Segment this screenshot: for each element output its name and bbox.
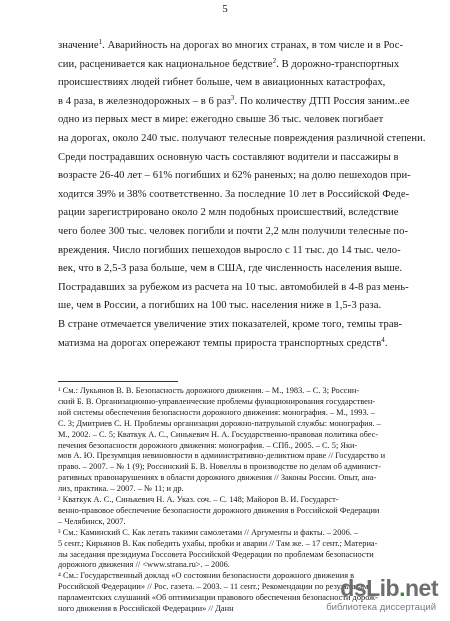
- body-line-text-rest: . Аварийность на дорогах во многих странах, в том числе и в Рос-: [102, 40, 404, 51]
- footnote-line: лы заседания президиума Госсовета Российской Федерации по проблемам безопасности: [58, 549, 374, 559]
- footnote-line: ¹ См.: Лукьянов В. В. Безопасность дорожного движения. – М., 1983. – С. 3; Россин-: [58, 386, 360, 395]
- body-line-text: вреждения. Число погибших пешеходов выросло с 11 тыс. до 14 тыс. чело-: [58, 244, 401, 256]
- body-line-text: сии, расценивается как национальное бедствие: [58, 58, 273, 70]
- footnote-line: ной системы обеспечения безопасности дорожного движения: монография. – М., 1993. –: [58, 407, 376, 417]
- body-line: [58, 114, 392, 126]
- body-line: [58, 226, 409, 238]
- watermark-logo-dot: .: [399, 575, 405, 601]
- body-line-text: одно из первых мест в мире: ежегодно свыше 36 тыс. человек погибает: [58, 114, 384, 126]
- footnote-line: венно-правовое обеспечение безопасности дорожного движения в Российской Федерации: [58, 505, 380, 515]
- body-line: [58, 244, 401, 257]
- body-line-text: матизма на дорогах опережают темпы прироста транспортных средств: [58, 337, 382, 349]
- footnote-line: право. – 2007. – № 1 (9); Россинский Б. В. Новеллы в производстве по делам об админист-: [58, 462, 381, 472]
- footnote-line: С. 3; Дмитриев С. Н. Проблемы организации дорожно-патрульной службы: монография. –: [58, 418, 381, 428]
- body-line: [58, 335, 392, 350]
- body-line: [58, 151, 399, 164]
- body-line: [58, 188, 410, 201]
- body-line-text-rest: . В дорожно-транспортных: [276, 58, 400, 70]
- body-line: [58, 207, 399, 219]
- footnote-line: печения безопасности дорожного движения: монография. – СПб., 2005. – С. 5; Яки-: [58, 440, 358, 450]
- footnote-line: ский Б. В. Организационно-управленческие проблемы функционирования государствен-: [58, 396, 376, 406]
- footnote-line: лиз, практика. – 2007. – № 11; и др.: [58, 484, 184, 494]
- body-line-text: ходится 39% и 38% соответственно. За последние 10 лет в Российской Феде-: [58, 188, 410, 200]
- body-line-text-rest: .: [384, 337, 388, 349]
- body-line-text: Пострадавших за рубежом из расчета на 10 тыс. автомобилей в 4-8 раз мень-: [58, 281, 409, 293]
- footnote-line: мов А. Ю. Презумпция невиновности в административно-деликтном праве // Государство и: [58, 451, 386, 461]
- footnote-line: ² Кваткук А. С., Синькевич Н. А. Указ. соч. – С. 148; Майоров В. И. Государст-: [58, 495, 339, 504]
- body-line-text: рации зарегистрировано около 2 млн подобных происшествий, вследствие: [58, 207, 399, 219]
- body-line: [58, 133, 426, 145]
- footnote-ref: 4: [381, 335, 385, 344]
- footnote-line: ⁴ См.: Государственный доклад «О состоянии безопасности дорожного движения в: [58, 571, 355, 581]
- body-line-text: возрасте 26-40 лет – 61% погибших и 62% раненых; на долю пешеходов при-: [58, 170, 411, 182]
- footnote-separator: [58, 381, 178, 382]
- body-line-text-rest: . По количеству ДТП Россия заним..ее: [234, 95, 410, 107]
- footnote-line: ного движения в Российской Федерации» // Данн: [58, 604, 234, 613]
- body-line-text: В стране отмечается увеличение этих показателей, кроме того, темпы трав-: [58, 319, 403, 330]
- body-line-text: в 4 раза, в железнодорожных – в 6 раз: [58, 95, 231, 107]
- watermark-logo-post: net: [405, 575, 438, 601]
- footnote-line: 5 сент.; Кирьянов В. Как победить ухабы, пробки и аварии // Там же. – 17 сент.; Материа-: [58, 538, 378, 548]
- body-line-text: значение: [58, 40, 99, 51]
- body-line: [58, 38, 404, 52]
- watermark-logo: [292, 575, 442, 615]
- body-line: [58, 170, 411, 182]
- body-line: [58, 281, 409, 294]
- footnote-line: Российской Федерации» // Рос. газета. – 2003. – 11 сент.; Рекомендации по результатам: [58, 582, 369, 592]
- body-line-text: век, что в 2,5-3 раза больше, чем в США, где численность населения выше.: [58, 263, 403, 275]
- watermark-logo-text: [340, 575, 438, 602]
- footnote-line: М., 2002. – С. 5; Кваткук А. С., Синькевич Н. А. Государственно-правовая политика обес-: [58, 429, 379, 439]
- watermark-subtitle: библиотека диссертаций: [326, 602, 436, 613]
- body-line-text: происшествиях людей гибнет больше, чем в авиационных катастрофах,: [58, 77, 386, 89]
- footnote-ref: 1: [98, 38, 103, 46]
- body-line: [58, 56, 400, 71]
- body-line: [58, 93, 410, 108]
- footnote-line: – Челябинск, 2007.: [58, 516, 126, 526]
- page-number: 5: [222, 3, 228, 15]
- body-line-text: Среди пострадавших основную часть составляют водители и пассажиры в: [58, 151, 399, 163]
- body-line: [58, 77, 392, 89]
- footnote-line: дорожного движения // <www.strana.ru>. – 2006.: [58, 560, 230, 570]
- footnote-line: ³ См.: Каминский С. Как летать такими самолетами // Аргументы и факты. – 2006. –: [58, 527, 359, 537]
- body-line-text: ше, чем в России, а погибших на 100 тыс. населения ниже в 1,5-3 раза.: [58, 300, 382, 312]
- body-line: [58, 300, 392, 312]
- footnote-line: ративных правонарушениях в области дорожного движения // Законы России. Опыт, ана-: [58, 473, 377, 483]
- body-line-text: чего более 300 тыс. человек погибли и почти 2,2 млн получили телесные по-: [58, 226, 409, 237]
- body-line: [58, 263, 403, 275]
- body-line: [58, 319, 403, 331]
- watermark-logo-pre: dsLib: [340, 575, 400, 601]
- body-line-text: на дорогах, около 240 тыс. получают телесные повреждения различной степени.: [58, 133, 426, 144]
- footnote-ref: 3: [230, 93, 235, 102]
- footnote-ref: 2: [272, 56, 277, 65]
- footnote-line: парламентских слушаний «Об оптимизации правового обеспечения безопасности дорож-: [58, 593, 378, 603]
